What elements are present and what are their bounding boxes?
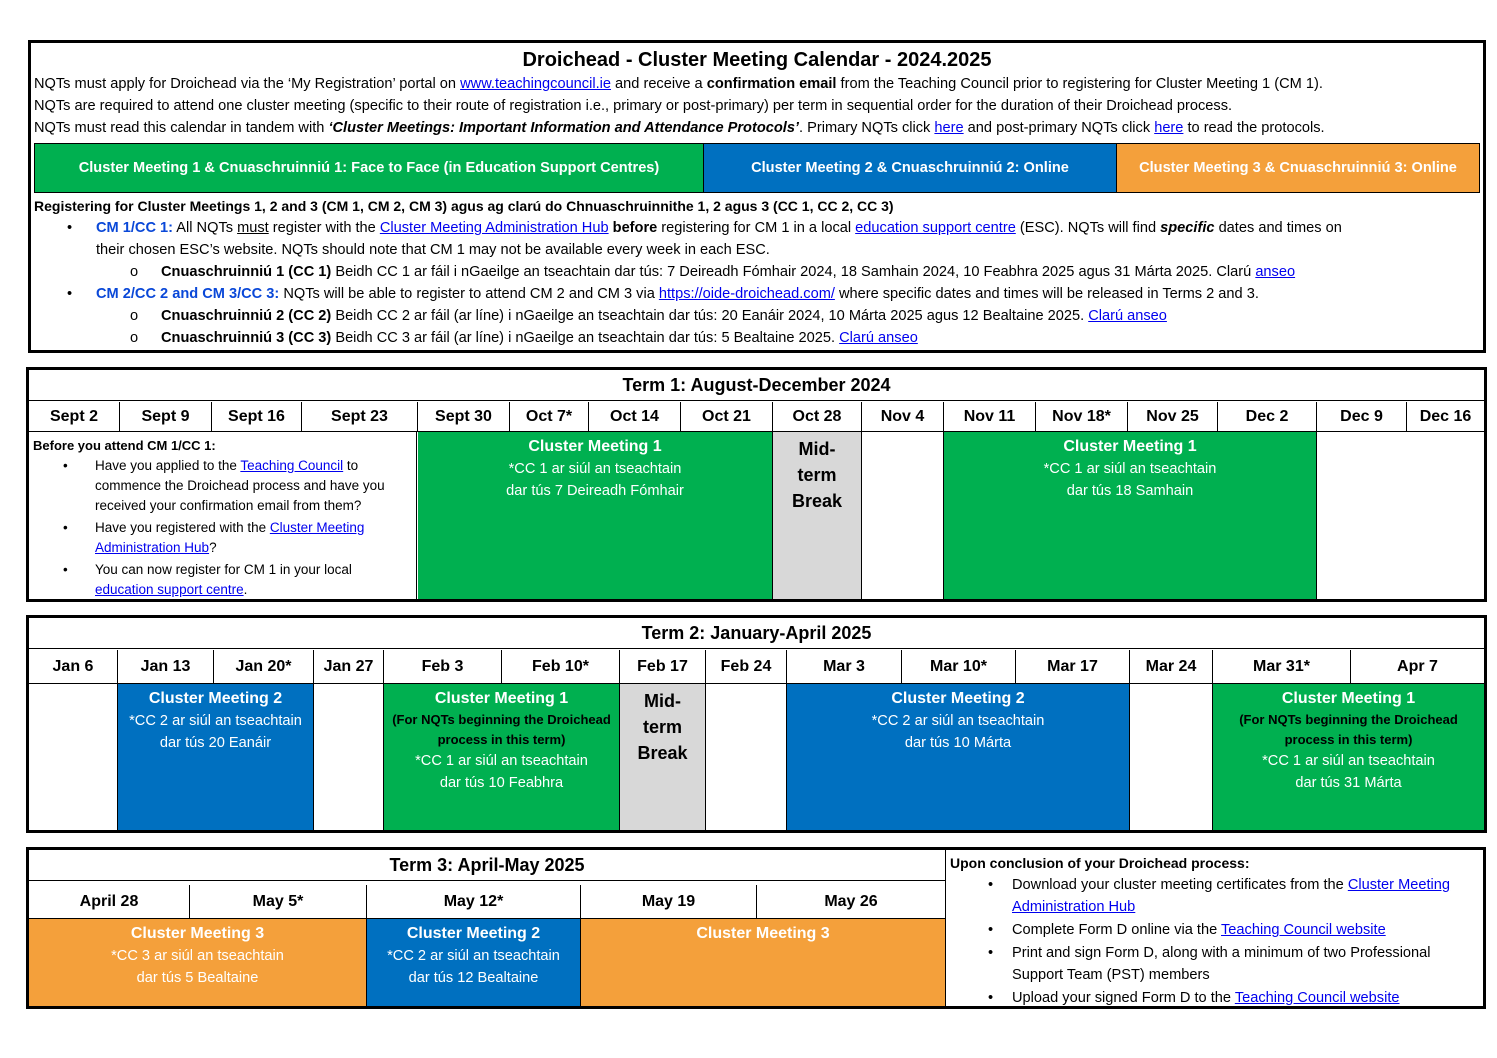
conclusion-item: • Print and sign Form D, along with a minimum of two Professional Support Team (PST) members — [950, 942, 1479, 986]
page-title: Droichead - Cluster Meeting Calendar - 2024.2025 — [522, 49, 992, 71]
week-header: Mar 3 — [787, 650, 902, 684]
conclusion-item: • Complete Form D online via the Teaching Council website — [950, 919, 1479, 941]
week-header: Nov 18* — [1036, 402, 1128, 432]
conclusion-title: Upon conclusion of your Droichead process: — [950, 855, 1250, 871]
circle-bullet-icon: o — [130, 330, 139, 346]
week-header: Jan 27 — [314, 650, 384, 684]
bullet-icon: • — [63, 520, 68, 535]
intro-line-3: NQTs must read this calendar in tandem with ‘Cluster Meetings: Important Information and Attendance Protocols’. Primary NQTs click here and post-primary NQTs click here to read the protocols. — [34, 120, 1325, 136]
before-item: • You can now register for CM 1 in your local education support centre. — [63, 562, 352, 597]
bullet-cm2-cm3: • CM 2/CC 2 and CM 3/CC 3: NQTs will be able to register to attend CM 2 and CM 3 via https://oide-droichead.com/ where specific dates and times will be released in Terms 2 and 3. — [34, 283, 1480, 305]
before-item: • Have you applied to the Teaching Council to commence the Droichead process and have you received your confirmation email from them? — [63, 458, 385, 513]
week-header: Nov 4 — [862, 402, 944, 432]
hub-link[interactable]: Cluster Meeting Administration Hub — [1012, 877, 1451, 915]
registration-heading: Registering for Cluster Meetings 1, 2 and 3 (CM 1, CM 2, CM 3) agus ag clarú do Chnuaschruinnithe 1, 2 agus 3 (CC 1, CC 2, CC 3) — [34, 198, 894, 214]
week-header: Mar 24 — [1130, 650, 1213, 684]
term2-table — [26, 615, 1487, 833]
term2-cm2-block-jan: Cluster Meeting 2 *CC 2 ar siúl an tseachtain dar tús 20 Eanáir — [118, 684, 314, 830]
week-header: Dec 16 — [1407, 402, 1484, 432]
esc-link[interactable]: education support centre — [95, 582, 244, 597]
term3-cm3-block-may19: Cluster Meeting 3 — [581, 919, 946, 1006]
week-header: Mar 17 — [1016, 650, 1130, 684]
teaching-council-website-link[interactable]: Teaching Council website — [1221, 922, 1386, 938]
post-primary-protocols-link[interactable]: here — [1154, 120, 1184, 136]
week-header: Oct 21 — [681, 402, 773, 432]
week-header: Apr 7 — [1351, 650, 1484, 684]
conclusion-item: • Upload your signed Form D to the Teaching Council website — [950, 987, 1479, 1009]
week-header: Feb 17 — [620, 650, 706, 684]
term2-cm2-block-mar: Cluster Meeting 2 *CC 2 ar siúl an tseachtain dar tús 10 Márta — [787, 684, 1130, 830]
bullet-cm1: • CM 1/CC 1: All NQTs must register with the Cluster Meeting Administration Hub before registering for CM 1 in a local education support centre (ESC). NQTs will find specific dates and times on — [34, 217, 1480, 239]
teaching-council-website-link[interactable]: Teaching Council website — [1234, 990, 1400, 1006]
week-header: Feb 24 — [706, 650, 787, 684]
week-header: Feb 3 — [384, 650, 502, 684]
week-header: Jan 20* — [214, 650, 314, 684]
term3-title: Term 3: April-May 2025 — [29, 850, 946, 881]
week-header: Sept 9 — [120, 402, 212, 432]
term2-cm1-block-feb: Cluster Meeting 1 (For NQTs beginning the Droichead process in this term) *CC 1 ar siúl an tseachtain dar tús 10 Feabhra — [384, 684, 620, 830]
empty-cell — [862, 432, 944, 599]
conclusion-item: • Download your cluster meeting certificates from the Cluster Meeting Administration Hub — [950, 874, 1479, 918]
before-cm1-box: Before you attend CM 1/CC 1: • Have you applied to the Teaching Council to commence the Droichead process and have you received your confirmation email from them? • Have you registered with the Cluster Meeting Administration Hub? • You can now register for CM 1 in your local education support centre. — [29, 432, 417, 599]
sub-bullet-cc2: o Cnuaschruinniú 2 (CC 2) Beidh CC 2 ar fáil (ar líne) i nGaeilge an tseachtain dar tús: 20 Eanáir 2024, 10 Márta 2025 agus 12 Bealtaine 2025. Clarú anseo — [34, 305, 1480, 327]
empty-cell — [1130, 684, 1213, 830]
week-header: Sept 23 — [302, 402, 418, 432]
term2-title: Term 2: January-April 2025 — [29, 618, 1484, 649]
week-header: May 12* — [367, 885, 581, 919]
sub-bullet-cc1: o Cnuaschruinniú 1 (CC 1) Beidh CC 1 ar fáil i nGaeilge an tseachtain dar tús: 7 Deireadh Fómhair 2024, 18 Samhain 2024, 10 Feabhra 2025 agus 31 Márta 2025. Clarú anseo — [34, 261, 1480, 283]
week-header: Mar 31* — [1213, 650, 1351, 684]
hub-link[interactable]: Cluster Meeting Administration Hub — [379, 220, 609, 236]
week-header: Nov 25 — [1128, 402, 1218, 432]
cc1-register-link[interactable]: anseo — [1255, 264, 1296, 280]
term1-table — [26, 367, 1487, 602]
week-header: Mar 10* — [902, 650, 1016, 684]
meeting-type-legend — [34, 143, 1480, 193]
hub-link[interactable]: Cluster Meeting Administration Hub — [95, 520, 365, 555]
legend-cm2: Cluster Meeting 2 & Cnuaschruinniú 2: Online — [704, 144, 1117, 192]
term2-cm1-block-mar31: Cluster Meeting 1 (For NQTs beginning the Droichead process in this term) *CC 1 ar siúl an tseachtain dar tús 31 Márta — [1213, 684, 1484, 830]
circle-bullet-icon: o — [130, 308, 139, 324]
week-header: Nov 11 — [944, 402, 1036, 432]
term1-title: Term 1: August-December 2024 — [29, 370, 1484, 401]
empty-cell — [314, 684, 384, 830]
teaching-council-link[interactable]: Teaching Council — [240, 458, 344, 473]
bullet-icon: • — [988, 990, 994, 1006]
bullet-icon: • — [63, 562, 68, 577]
term2-midterm-break: Mid- term Break — [620, 684, 706, 830]
header-box — [28, 40, 1486, 353]
week-header: Jan 6 — [29, 650, 118, 684]
week-header: Jan 13 — [118, 650, 214, 684]
empty-cell — [29, 684, 118, 830]
week-header: Oct 28 — [773, 402, 862, 432]
term3-cm2-block-may: Cluster Meeting 2 *CC 2 ar siúl an tseachtain dar tús 12 Bealtaine — [367, 919, 581, 1006]
sub-bullet-cc3: o Cnuaschruinniú 3 (CC 3) Beidh CC 3 ar fáil (ar líne) i nGaeilge an tseachtain dar tús: 5 Bealtaine 2025. Clarú anseo — [34, 327, 1480, 349]
circle-bullet-icon: o — [130, 264, 139, 280]
week-header: May 26 — [757, 885, 946, 919]
teachingcouncil-link[interactable]: www.teachingcouncil.ie — [460, 76, 611, 92]
primary-protocols-link[interactable]: here — [934, 120, 964, 136]
week-header: Feb 10* — [502, 650, 620, 684]
week-header: May 19 — [581, 885, 757, 919]
week-header: Sept 16 — [212, 402, 302, 432]
week-header: Sept 2 — [29, 402, 120, 432]
week-header: April 28 — [29, 885, 190, 919]
conclusion-box — [945, 847, 1486, 1009]
esc-link[interactable]: education support centre — [855, 220, 1016, 236]
term1-midterm-break: Mid- term Break — [773, 432, 862, 599]
bullet-cm1-continued: their chosen ESC’s website. NQTs should note that CM 1 may not be available every week in each ESC. — [96, 242, 770, 258]
week-header: Sept 30 — [418, 402, 510, 432]
cc3-register-link[interactable]: Clarú anseo — [839, 330, 918, 346]
week-header: Dec 2 — [1218, 402, 1317, 432]
legend-cm3: Cluster Meeting 3 & Cnuaschruinniú 3: Online — [1117, 144, 1479, 192]
empty-cell — [706, 684, 787, 830]
week-header: Oct 7* — [510, 402, 589, 432]
before-item: • Have you registered with the Cluster Meeting Administration Hub? — [63, 520, 365, 555]
week-header: Oct 14 — [589, 402, 681, 432]
legend-cm1: Cluster Meeting 1 & Cnuaschruinniú 1: Face to Face (in Education Support Centres) — [35, 144, 704, 192]
term3-table — [26, 847, 946, 1009]
oide-link[interactable]: https://oide-droichead.com/ — [658, 286, 835, 302]
term3-cm3-block-apr: Cluster Meeting 3 *CC 3 ar siúl an tseachtain dar tús 5 Bealtaine — [29, 919, 367, 1006]
bullet-icon: • — [988, 877, 994, 893]
week-header: May 5* — [190, 885, 367, 919]
bullet-icon: • — [63, 458, 68, 473]
term1-cm1-block-oct: Cluster Meeting 1 *CC 1 ar siúl an tseachtain dar tús 7 Deireadh Fómhair — [418, 432, 773, 599]
term1-cm1-block-nov: Cluster Meeting 1 *CC 1 ar siúl an tseachtain dar tús 18 Samhain — [944, 432, 1317, 599]
week-header: Dec 9 — [1317, 402, 1407, 432]
bullet-icon: • — [988, 945, 994, 961]
cc2-register-link[interactable]: Clarú anseo — [1088, 308, 1167, 324]
bullet-icon: • — [988, 922, 994, 938]
bullet-icon: • — [67, 286, 73, 302]
intro-line-2: NQTs are required to attend one cluster meeting (specific to their route of registration i.e., primary or post-primary) per term in sequential order for the duration of their Droichead process. — [34, 98, 1233, 114]
intro-line-1: NQTs must apply for Droichead via the ‘My Registration’ portal on www.teachingcouncil.ie and receive a confirmation email from the Teaching Council prior to registering for Cluster Meeting 1 (CM 1). — [34, 76, 1323, 92]
bullet-icon: • — [67, 220, 73, 236]
